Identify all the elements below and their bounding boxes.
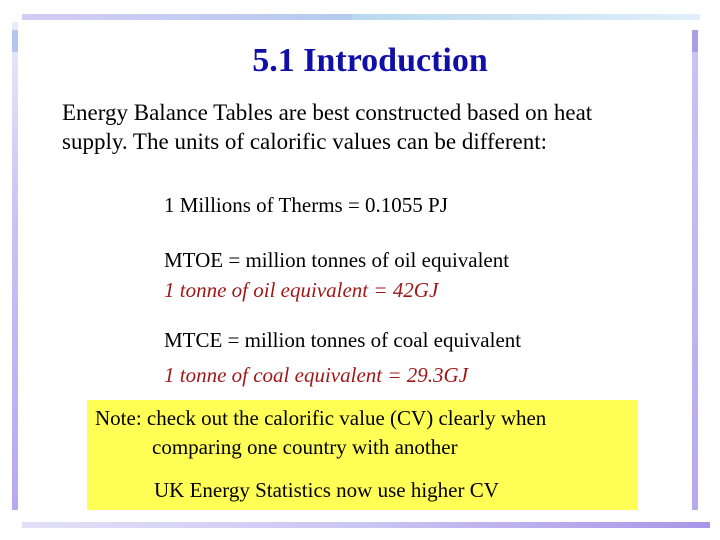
mtce-value: 1 tonne of coal equivalent = 29.3GJ	[164, 363, 469, 387]
top-border-bar-right	[352, 14, 700, 20]
note-line-2: comparing one country with another	[152, 435, 458, 459]
mtce-definition: MTCE = million tonnes of coal equivalent	[164, 328, 522, 352]
mtoe-definition: MTOE = million tonnes of oil equivalent	[164, 248, 510, 272]
slide-title: 5.1 Introduction	[252, 42, 488, 79]
note-line-3: UK Energy Statistics now use higher CV	[154, 478, 499, 502]
note-box	[87, 400, 638, 510]
note-line-1: Note: check out the calorific value (CV) clearly when	[95, 406, 547, 430]
therms-conversion: 1 Millions of Therms = 0.1055 PJ	[164, 193, 448, 217]
intro-paragraph	[62, 98, 662, 156]
bottom-border-bar-right	[398, 522, 710, 528]
top-border-bar-left	[22, 14, 352, 20]
right-border-bar	[692, 30, 698, 510]
bottom-border-bar-left	[22, 522, 398, 528]
left-border-bar	[12, 22, 18, 510]
intro-line-2: supply. The units of calorific values can be different:	[62, 129, 547, 154]
intro-line-1: Energy Balance Tables are best constructed based on heat	[62, 100, 593, 125]
mtoe-value: 1 tonne of oil equivalent = 42GJ	[164, 278, 439, 302]
